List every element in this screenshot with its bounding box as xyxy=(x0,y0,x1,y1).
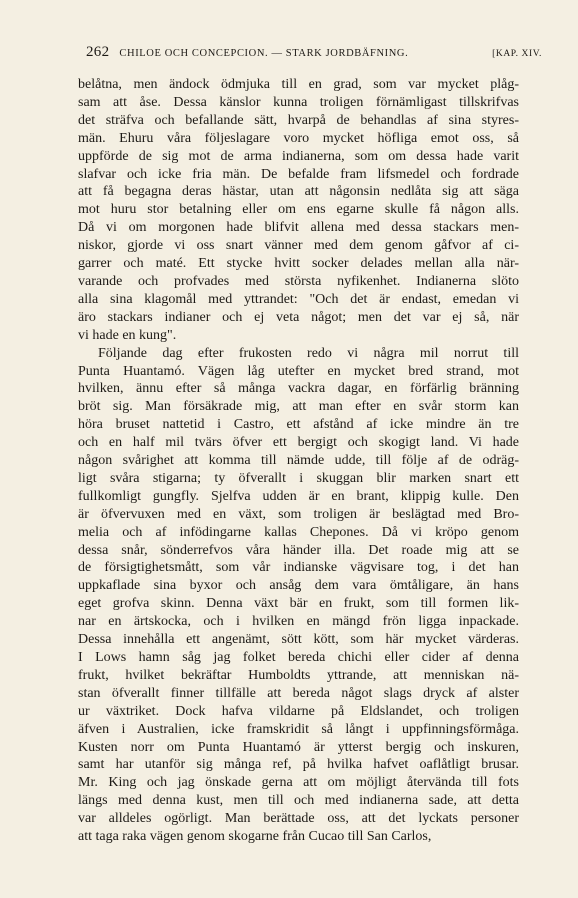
text-line: mot huru stor betalning eller om ens egarne skulle få någon alls. xyxy=(78,202,519,218)
text-line: det sträfva och befallande sätt, hvarpå de behandlas af sina styres- xyxy=(78,112,519,128)
text-line: bröt sig. Man försäkrade mig, att man efter en svår storm kan xyxy=(78,399,519,415)
text-line: alla sina klagomål med yttrandet: "Och det är endast, emedan vi xyxy=(78,291,519,307)
text-line: Då vi om morgonen hade blifvit allena med dessa stackars men- xyxy=(78,220,519,236)
paragraph xyxy=(78,345,519,846)
text-line: äro stackars indianer och ej veta något; men det var ej så, när xyxy=(78,309,519,325)
text-line: uppförde de sig mot de arma indianerna, som om dessa hade varit xyxy=(78,148,519,164)
text-line: är öfvervuxen med en växt, som troligen är beslägtad med Bro- xyxy=(78,506,519,522)
text-line: niskor, gjorde vi oss snart vänner med dem genom gåfvor af ci- xyxy=(78,238,519,254)
body-text xyxy=(78,76,519,846)
text-line: varande och profvades med största nyfikenhet. Indianerna slöto xyxy=(78,273,519,289)
text-line: att få begagna deras hästar, utan att någonsin nedlåta sig att säga xyxy=(78,184,519,200)
paragraph xyxy=(78,76,519,345)
text-line: nar en ärtskocka, och i hvilken en mängd frön ligga inpackade. xyxy=(78,614,519,630)
chapter-marker: [KAP. XIV. xyxy=(492,49,542,59)
page-header xyxy=(86,44,542,64)
text-line: och en half mil tvärs öfver ett bergigt och skogigt land. Vi hade xyxy=(78,435,519,451)
text-line: höra bruset nattetid i Castro, ett afstånd af icke mindre än tre xyxy=(78,417,519,433)
text-line: ligt svåra stigarna; ty öfverallt i skuggan blir marken snart ett xyxy=(78,470,519,486)
text-line: män. Ehuru våra följeslagare voro mycket höfliga emot oss, så xyxy=(78,130,519,146)
text-line: eget grofva skinn. Denna växt bär en frukt, som till formen lik- xyxy=(78,596,519,612)
text-line: att taga raka vägen genom skogarne från Cucao till San Carlos, xyxy=(78,829,432,845)
text-line: var alldeles ogörligt. Man berättade oss, att det lyckats personer xyxy=(78,811,519,827)
text-line: I Lows hamn såg jag folket bereda chichi eller cider af denna xyxy=(78,650,519,665)
text-line: äfven i Australien, icke framskridit så långt i uppfinningsförmåga. xyxy=(78,721,519,737)
text-line: belåtna, men ändock ödmjuka till en grad, som var mycket plåg- xyxy=(78,77,519,92)
text-line: Kusten norr om Punta Huantamó är ytterst bergig och inskuren, xyxy=(78,739,519,755)
text-line: slafvar och icke fria män. De befalde fram lifsmedel och fordrade xyxy=(78,166,519,182)
text-line: någon svårighet att komma till nämde udde, till följe af de odräg- xyxy=(78,453,519,469)
text-line: garrer och maté. Ett stycke hvitt socker delades mellan alla när- xyxy=(78,256,519,272)
page-number: 262 xyxy=(86,44,110,60)
text-line: Följande dag efter frukosten redo vi några mil norrut till xyxy=(98,345,519,361)
text-line: melia och af infödingarne kallas Chepones. Då vi kröpo genom xyxy=(78,524,519,540)
text-line: uppkaflade sina byxor och ansåg dem vara ömtåligare, än hans xyxy=(78,578,519,594)
text-line: sam att åse. Dessa känslor kunna troligen förnämligast tillskrifvas xyxy=(78,94,519,110)
text-line: stan öfverallt finner tillfälle att bereda något slags dryck af alster xyxy=(78,685,519,701)
text-line: Punta Huantamó. Vägen låg utefter en mycket bred strand, mot xyxy=(78,363,519,379)
text-line: vi hade en kung". xyxy=(78,327,177,343)
text-line: fullkomligt gungfly. Sjelfva udden är en brant, klippig kulle. Den xyxy=(78,488,519,504)
text-line: Dessa innehålla ett angenämt, sött kött, som här mycket värderas. xyxy=(78,632,519,648)
text-line: de försigtighetsmått, som vår indianske vägvisare tog, i det han xyxy=(78,560,519,576)
text-line: hvilken, ännu efter så många vackra dagar, en förfärlig bränning xyxy=(78,381,519,397)
text-line: Mr. King och jag önskade gerna att om möjligt återvända till fots xyxy=(78,775,519,791)
text-line: ur växtriket. Dock hafva vildarne på Eldslandet, och troligen xyxy=(78,703,519,719)
text-line: längs med denna kust, men till och med indianerna sade, att detta xyxy=(78,793,519,809)
running-title: CHILOE OCH CONCEPCION. — STARK JORDBÄFNING. xyxy=(119,48,409,59)
text-line: samt har utanför sig många ref, på hvilka hafvet oaflåtligt brusar. xyxy=(78,757,519,773)
text-line: dessa snår, sönderrefvos våra händer illa. Det roade mig att se xyxy=(78,542,519,558)
text-line: frukt, hvilket bekräftar Humboldts yttrande, att menniskan nä- xyxy=(78,667,519,683)
